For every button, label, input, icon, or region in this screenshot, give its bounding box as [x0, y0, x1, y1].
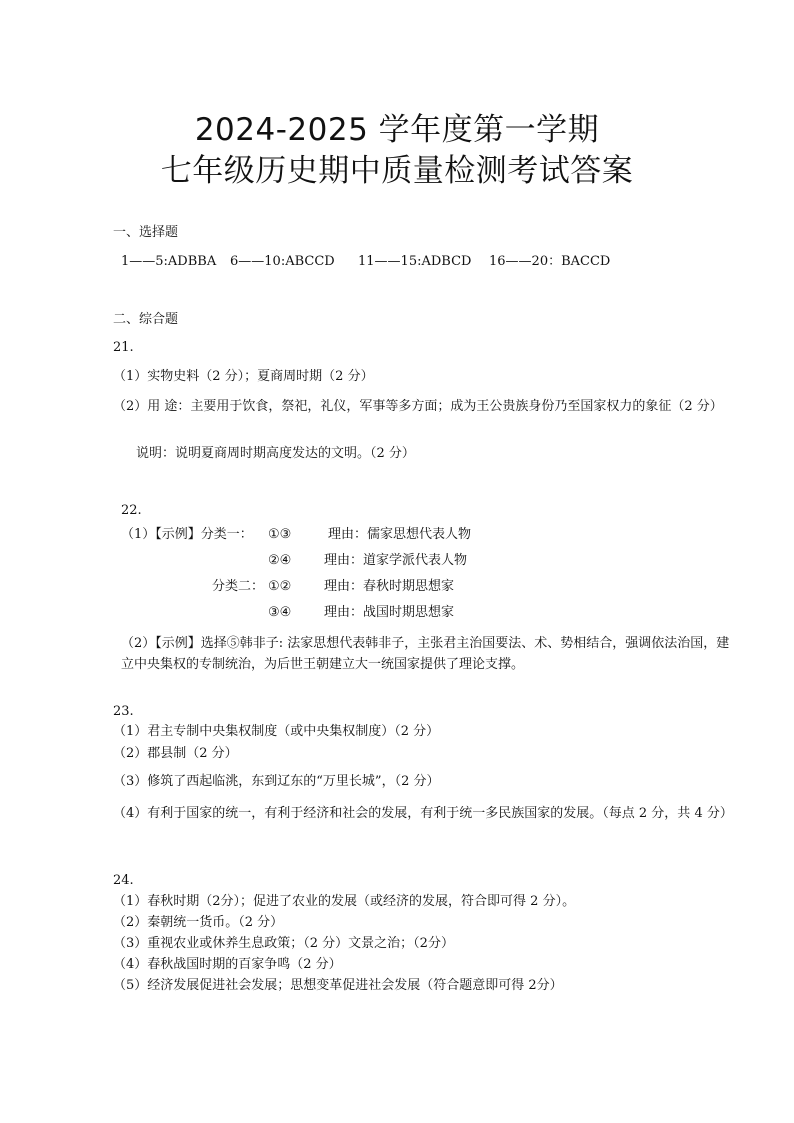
q23-answer-3: （3）修筑了西起临洮，东到辽东的“万里长城”，（2 分）	[113, 774, 440, 789]
q24-answer-2: （2）秦朝统一货币。（2 分）	[113, 915, 284, 930]
title-line-1: 2024-2025 学年度第一学期	[194, 112, 600, 148]
q23-answer-1: （1）君主专制中央集权制度（或中央集权制度）（2 分）	[113, 724, 440, 739]
q23-number: 23.	[113, 704, 134, 719]
q21-number: 21.	[113, 340, 134, 355]
q22-row4-items: ③④	[268, 605, 292, 620]
q22-answer-2: （2）【示例】选择⑤韩非子: 法家思想代表韩非子，主张君主治国要法、术、势相结合，强调依法治国，建立中央集权的专制统治，为后世王朝建立大一统国家提供了理论支撑。	[121, 636, 730, 672]
q24-answer-1: （1）春秋时期（2分）；促进了农业的发展（或经济的发展，符合即可得 2 分）。	[113, 894, 576, 909]
q22-row3-items: ①②	[268, 579, 292, 594]
q24-answer-4: （4）春秋战国时期的百家争鸣（2 分）	[113, 957, 342, 972]
q22-row3-prefix: 分类二：	[212, 579, 265, 594]
q24-answer-5: （5）经济发展促进社会发展；思想变革促进社会发展（符合题意即可得 2分）	[113, 978, 563, 993]
q21-answer-1: （1）实物史料（2 分）；夏商周时期（2 分）	[113, 369, 374, 384]
q21-answer-2: （2）用 途：主要用于饮食，祭祀，礼仪，军事等多方面；成为王公贵族身份乃至国家权力的象征（2 分）	[113, 399, 723, 414]
section2-heading: 二、综合题	[113, 312, 179, 327]
q21-answer-3: 说明：说明夏商周时期高度发达的文明。（2 分）	[136, 446, 415, 461]
choice-answers-6-10: 6——10:ABCCD	[230, 254, 335, 269]
q24-number: 24.	[113, 873, 134, 888]
q22-row1-items: ①③	[268, 527, 292, 542]
choice-answers-11-15: 11——15:ADBCD	[358, 254, 472, 269]
choice-answers-1-5: 1——5:ADBBA	[121, 254, 217, 269]
q22-row3-reason: 理由：春秋时期思想家	[324, 579, 455, 594]
title-line-2: 七年级历史期中质量检测考试答案	[160, 153, 634, 189]
q22-number: 22.	[121, 503, 142, 518]
q22-row2-reason: 理由：道家学派代表人物	[324, 553, 468, 568]
q23-answer-4: （4）有利于国家的统一，有利于经济和社会的发展，有利于统一多民族国家的发展。（每点 2 分，共 4 分）	[113, 806, 733, 821]
q22-row2-items: ②④	[268, 553, 292, 568]
q22-row1-prefix: （1）【示例】分类一：	[121, 527, 253, 542]
q22-row1-reason: 理由：儒家思想代表人物	[328, 527, 472, 542]
q24-answer-3: （3）重视农业或休养生息政策；（2 分）文景之治；（2分）	[113, 936, 454, 951]
q23-answer-2: （2）郡县制（2 分）	[113, 746, 238, 761]
section1-heading: 一、选择题	[113, 225, 179, 240]
choice-answers-16-20: 16——20：BACCD	[489, 254, 611, 269]
q22-row4-reason: 理由：战国时期思想家	[324, 605, 455, 620]
